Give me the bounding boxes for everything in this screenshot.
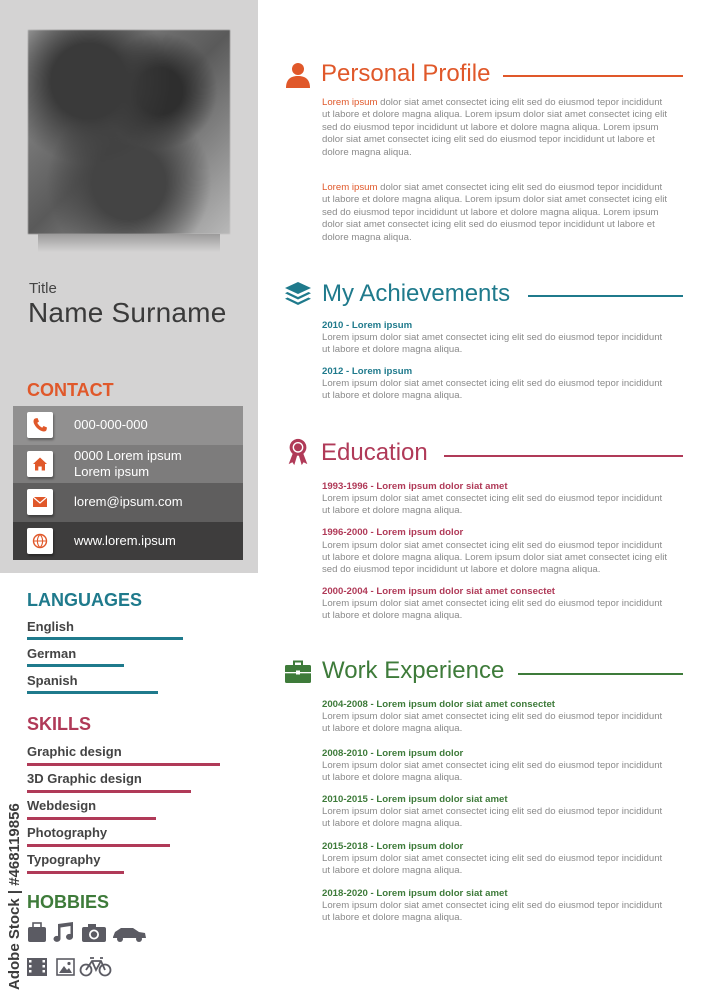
achievements-title: My Achievements bbox=[322, 280, 511, 307]
contact-website bbox=[13, 522, 243, 561]
education-title: Education bbox=[321, 439, 428, 466]
contact-website-text: www.lorem.ipsum bbox=[74, 532, 176, 548]
education-text: Lorem ipsum dolor siat amet consectet icing elit sed do eiusmod tepor incididunt ut labore et dolore magna aliqua. bbox=[322, 493, 663, 517]
skill-item: Typography bbox=[27, 852, 101, 867]
phone-icon bbox=[27, 412, 53, 438]
contact-phone-text: 000-000-000 bbox=[74, 417, 148, 433]
skill-level-bar bbox=[27, 763, 220, 766]
section-divider bbox=[503, 75, 683, 77]
section-divider bbox=[518, 673, 683, 675]
work-text: Lorem ipsum dolor siat amet consectet icing elit sed do eiusmod tepor incididunt ut labore et dolore magna aliqua. bbox=[322, 853, 663, 877]
award-ribbon-icon bbox=[284, 438, 312, 466]
layers-icon bbox=[284, 280, 312, 308]
stock-watermark: Adobe Stock | #468119856 bbox=[6, 803, 23, 990]
skill-item: Graphic design bbox=[27, 744, 122, 759]
paragraph-text: dolor siat amet consectet icing elit sed do eiusmod tepor incididunt ut labore et dolore magna aliqua. Lorem ipsum dolor siat amet consectet icing elit sed do eiusmod tepor incididunt ut labore et dolore magna aliqua. Lorem ipsum dolor siat amet consectet icing elit sed do eiusmod tepor incididunt ut labore et dolore magna aliqua. bbox=[322, 182, 668, 243]
skill-level-bar bbox=[27, 817, 156, 820]
profile-paragraph bbox=[322, 97, 672, 159]
home-icon bbox=[27, 451, 53, 477]
skills-heading: SKILLS bbox=[27, 714, 92, 734]
mail-icon bbox=[27, 489, 53, 515]
music-note-icon bbox=[54, 922, 73, 942]
section-divider bbox=[528, 295, 683, 297]
language-item: German bbox=[27, 646, 77, 661]
work-text: Lorem ipsum dolor siat amet consectet icing elit sed do eiusmod tepor incididunt ut labore et dolore magna aliqua. bbox=[322, 760, 663, 784]
work-text: Lorem ipsum dolor siat amet consectet icing elit sed do eiusmod tepor incididunt ut labore et dolore magna aliqua. bbox=[322, 900, 663, 924]
profile-paragraph bbox=[322, 182, 672, 244]
film-icon bbox=[27, 958, 47, 976]
person-icon bbox=[284, 61, 312, 89]
contact-email-text: lorem@ipsum.com bbox=[74, 494, 183, 510]
education-heading: 2000-2004 - Lorem ipsum dolor siat amet consectet bbox=[322, 586, 555, 597]
achievement-heading: 2010 - Lorem ipsum bbox=[322, 320, 413, 331]
paragraph-text: dolor siat amet consectet icing elit sed do eiusmod tepor incididunt ut labore et dolore magna aliqua. Lorem ipsum dolor siat amet consectet icing elit sed do eiusmod tepor incididunt ut labore et dolore magna aliqua. Lorem ipsum dolor siat amet consectet icing elit sed do eiusmod tepor incididunt ut labore et dolore magna aliqua. bbox=[322, 97, 668, 158]
language-level-bar bbox=[27, 691, 158, 694]
picture-icon bbox=[57, 959, 74, 975]
address-line-1: 0000 Lorem ipsum bbox=[74, 447, 182, 463]
personal-profile-title: Personal Profile bbox=[321, 60, 491, 87]
full-name: Name Surname bbox=[28, 297, 227, 328]
language-level-bar bbox=[27, 664, 124, 667]
work-heading: 2008-2010 - Lorem ipsum dolor bbox=[322, 748, 464, 759]
contact-address bbox=[13, 445, 243, 484]
work-text: Lorem ipsum dolor siat amet consectet icing elit sed do eiusmod tepor incididunt ut labore et dolore magna aliqua. bbox=[322, 711, 663, 735]
skill-item: Photography bbox=[27, 825, 108, 840]
paragraph-lead: Lorem ipsum bbox=[322, 97, 378, 108]
bicycle-icon bbox=[81, 958, 111, 976]
photo-shadow bbox=[38, 234, 220, 252]
achievement-heading: 2012 - Lorem ipsum bbox=[322, 366, 413, 377]
work-heading: 2004-2008 - Lorem ipsum dolor siat amet consectet bbox=[322, 699, 555, 710]
work-heading: 2018-2020 - Lorem ipsum dolor siat amet bbox=[322, 888, 508, 899]
contact-heading: CONTACT bbox=[27, 380, 114, 400]
work-experience-title: Work Experience bbox=[322, 657, 505, 684]
skill-item: 3D Graphic design bbox=[27, 771, 142, 786]
education-heading: 1993-1996 - Lorem ipsum dolor siat amet bbox=[322, 481, 508, 492]
skill-item: Webdesign bbox=[27, 798, 97, 813]
section-divider bbox=[444, 455, 683, 457]
language-item: Spanish bbox=[27, 673, 78, 688]
contact-list bbox=[13, 406, 243, 560]
work-text: Lorem ipsum dolor siat amet consectet icing elit sed do eiusmod tepor incididunt ut labore et dolore magna aliqua. bbox=[322, 806, 663, 830]
profile-photo bbox=[28, 30, 230, 234]
language-level-bar bbox=[27, 637, 183, 640]
achievement-text: Lorem ipsum dolor siat amet consectet icing elit sed do eiusmod tepor incididunt ut labore et dolore magna aliqua. bbox=[322, 332, 663, 356]
paragraph-lead: Lorem ipsum bbox=[322, 182, 378, 193]
car-icon bbox=[113, 928, 146, 942]
skill-level-bar bbox=[27, 871, 124, 874]
briefcase-icon bbox=[284, 658, 312, 686]
hobbies-heading: HOBBIES bbox=[27, 892, 110, 912]
contact-email bbox=[13, 483, 243, 522]
work-heading: 2015-2018 - Lorem ipsum dolor bbox=[322, 841, 464, 852]
hobby-icons bbox=[27, 922, 157, 982]
skill-level-bar bbox=[27, 790, 191, 793]
work-heading: 2010-2015 - Lorem ipsum dolor siat amet bbox=[322, 794, 508, 805]
globe-icon bbox=[27, 528, 53, 554]
job-title: Title bbox=[29, 280, 57, 297]
education-text: Lorem ipsum dolor siat amet consectet icing elit sed do eiusmod tepor incididunt ut labore et dolore magna aliqua. Lorem ipsum dolor siat amet consectet icing elit sed do eiusmod tepor incididunt ut labore et dolore magna aliqua. bbox=[322, 540, 668, 576]
address-line-2: Lorem ipsum bbox=[74, 463, 150, 479]
achievement-text: Lorem ipsum dolor siat amet consectet icing elit sed do eiusmod tepor incididunt ut labore et dolore magna aliqua. bbox=[322, 378, 663, 402]
contact-phone bbox=[13, 406, 243, 445]
contact-address-text bbox=[74, 448, 182, 480]
education-heading: 1996-2000 - Lorem ipsum dolor bbox=[322, 527, 464, 538]
education-text: Lorem ipsum dolor siat amet consectet icing elit sed do eiusmod tepor incididunt ut labore et dolore magna aliqua. bbox=[322, 598, 663, 622]
luggage-icon bbox=[28, 923, 46, 942]
languages-heading: LANGUAGES bbox=[27, 590, 143, 610]
skill-level-bar bbox=[27, 844, 170, 847]
camera-icon bbox=[82, 924, 106, 942]
language-item: English bbox=[27, 619, 74, 634]
